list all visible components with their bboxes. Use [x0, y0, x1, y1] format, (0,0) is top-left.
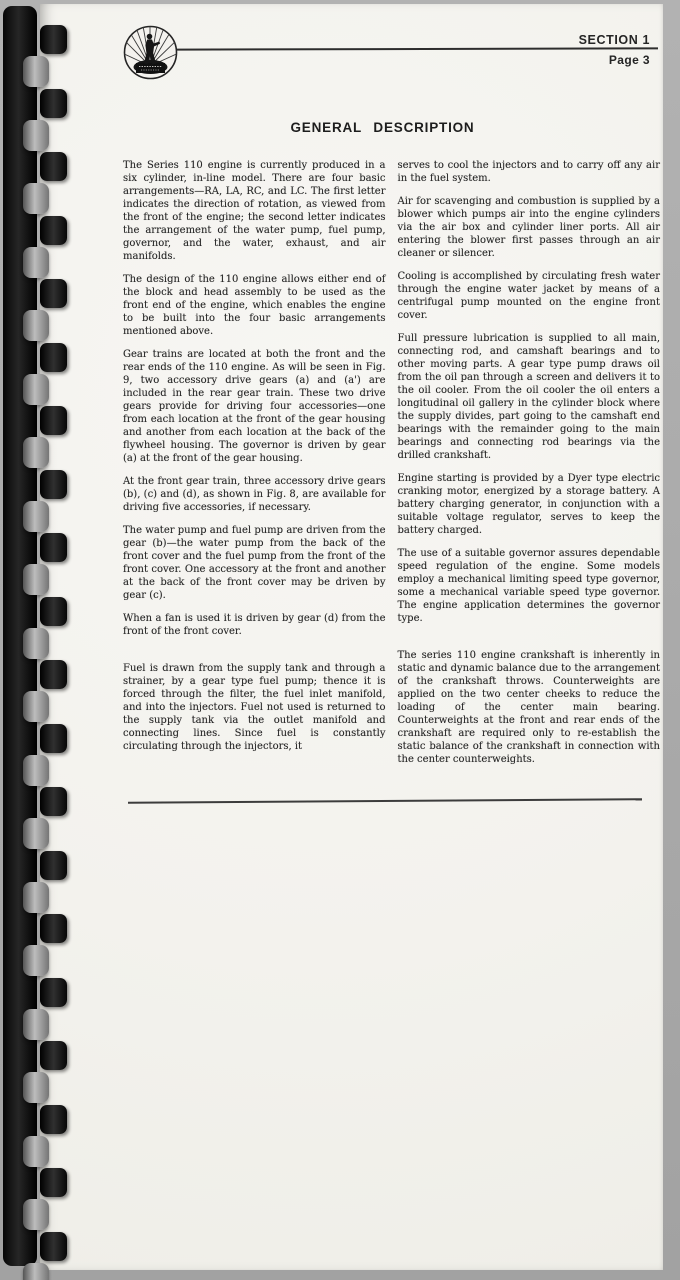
binding-curl — [23, 1263, 49, 1280]
binding-curl — [23, 120, 49, 151]
binding-curl — [23, 1009, 49, 1040]
binding-curl — [23, 437, 49, 468]
left-column — [123, 159, 386, 776]
binding-tooth — [40, 724, 67, 753]
page-title: GENERAL DESCRIPTION — [290, 120, 475, 135]
paragraph: Fuel is drawn from the supply tank and through a strainer, by a gear type fuel pump; thence it is forced through the filter, the fuel inlet manifold, and into the injectors. Fuel not used is returned to the supply tank via the outlet manifold and connecting lines. Since fuel is constantly circulating through the injectors, it — [123, 663, 386, 752]
binding-curl — [23, 564, 49, 595]
binding-tooth — [40, 216, 67, 245]
company-logo — [122, 24, 179, 81]
binding-tooth — [40, 1041, 67, 1070]
binding-curl — [23, 247, 49, 278]
binding-curl — [23, 1199, 49, 1230]
binding-tooth — [40, 89, 67, 118]
text-columns — [123, 159, 660, 776]
binding-tooth — [40, 914, 67, 943]
spiral-binding — [0, 0, 72, 1280]
binding-tooth — [40, 279, 67, 308]
paragraph: Full pressure lubrication is supplied to all main, connecting rod, and camshaft bearings and to other moving parts. A gear type pump draws oil from the oil pan through a screen and delivers it to the oil cooler. From the oil cooler the oil enters a longitudinal oil gallery in the cylinder block where the supply divides, part going to the camshaft end bearings with the remainder going to the main bearings and connecting rod bearings via the drilled crankshaft. — [397, 333, 660, 461]
binding-curl — [23, 818, 49, 849]
binding-curl — [23, 56, 49, 87]
paragraph: The series 110 engine crankshaft is inherently in static and dynamic balance due to the arrangement of the crankshaft throws. Counterweights are applied on the two center cheeks to reduce the loading of the center main bearing. Counterweights at the front and rear ends of the crankshaft are required only to re-establish the static balance of the crankshaft in connection with the center counterweights. — [397, 650, 660, 765]
binding-curl — [23, 945, 49, 976]
paragraph: Gear trains are located at both the front and the rear ends of the 110 engine. As will be seen in Fig. 9, two accessory drive gears (a) and (a') are included in the rear gear train. These two drive gears provide for driving four accessories—one from each location at the front of the gear housing and another from each location at the back of the flywheel housing. The governor is driven by gear (a) at the front of the gear housing. — [123, 349, 386, 464]
binding-curl — [23, 183, 49, 214]
binding-tooth — [40, 470, 67, 499]
binding-curl — [23, 1136, 49, 1167]
paragraph: Air for scavenging and combustion is supplied by a blower which pumps air into the engine cylinders via the air box and cylinder liner ports. All air entering the blower first passes through an air cleaner or silencer. — [397, 196, 660, 259]
binding-curl — [23, 691, 49, 722]
binding-curl — [23, 374, 49, 405]
binding-tooth — [40, 152, 67, 181]
footer-divider — [128, 798, 642, 804]
paragraph: Engine starting is provided by a Dyer type electric cranking motor, energized by a storage battery. A battery charging generator, in conjunction with a suitable voltage regulator, serves to keep the battery charged. — [397, 473, 660, 536]
paragraph: The design of the 110 engine allows either end of the block and head assembly to be used as the front end of the engine, which enables the engine to be built into the four basic arrangements mentioned above. — [123, 274, 386, 337]
binding-tooth — [40, 1232, 67, 1261]
binding-tooth — [40, 660, 67, 689]
binding-curl — [23, 882, 49, 913]
binding-curl — [23, 628, 49, 659]
binding-curl — [23, 1072, 49, 1103]
paragraph: At the front gear train, three accessory drive gears (b), (c) and (d), as shown in Fig. 8, are available for driving five accessories, if necessary. — [123, 476, 386, 513]
header-divider — [177, 47, 658, 50]
binding-curl — [23, 501, 49, 532]
binding-tooth — [40, 787, 67, 816]
binding-tooth — [40, 533, 67, 562]
binding-tooth — [40, 1105, 67, 1134]
paragraph: When a fan is used it is driven by gear (d) from the front of the front cover. — [123, 613, 386, 637]
right-column — [398, 159, 661, 776]
paragraph: Cooling is accomplished by circulating fresh water through the engine water jacket by means of a centrifugal pump mounted on the engine front cover. — [397, 271, 660, 321]
binding-tooth — [40, 25, 67, 54]
manual-page — [40, 4, 663, 1270]
binding-curl — [23, 755, 49, 786]
paragraph: The use of a suitable governor assures dependable speed regulation of the engine. Some models employ a mechanical limiting speed type governor, some a mechanical variable speed type governor. The engine application determines the governor type. — [397, 548, 660, 624]
binding-tooth — [40, 1168, 67, 1197]
page-number: Page 3 — [608, 53, 650, 67]
paragraph: The water pump and fuel pump are driven from the gear (b)—the water pump from the back of the front cover and the fuel pump from the front of the front cover. One accessory at the front and another at the back of the front cover may be driven by gear (c). — [123, 525, 386, 601]
paragraph: serves to cool the injectors and to carry off any air in the fuel system. — [397, 160, 660, 184]
section-label: SECTION 1 — [578, 33, 650, 47]
paragraph: The Series 110 engine is currently produced in a six cylinder, in-line model. There are four basic arrangements—RA, LA, RC, and LC. The first letter indicates the direction of rotation, as viewed from the front of the engine; the second letter indicates the arrangement of the water pump, fuel pump, governor, and the water, exhaust, and air manifolds. — [123, 160, 386, 262]
binding-curl — [23, 310, 49, 341]
binding-tooth — [40, 978, 67, 1007]
binding-tooth — [40, 851, 67, 880]
binding-tooth — [40, 597, 67, 626]
binding-tooth — [40, 343, 67, 372]
binding-tooth — [40, 406, 67, 435]
